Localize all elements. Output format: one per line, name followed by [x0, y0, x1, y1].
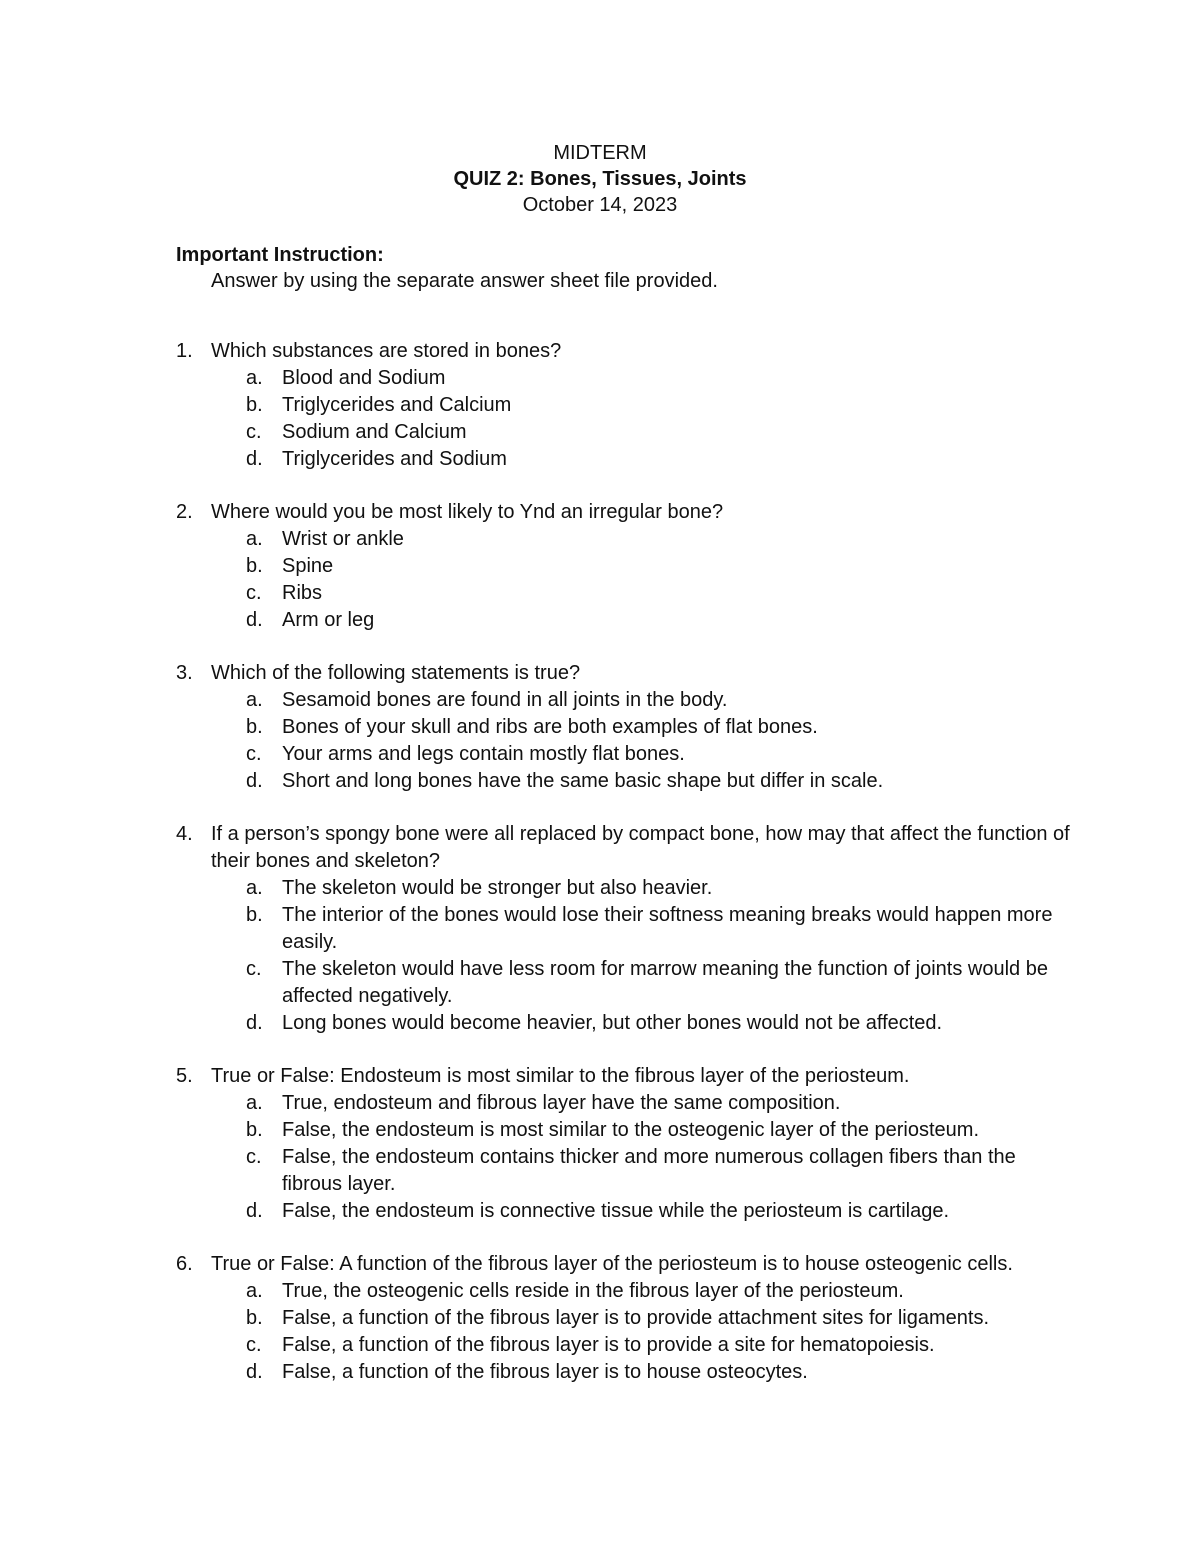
option-letter: a. [246, 689, 263, 711]
instructions-heading: Important Instruction: [176, 244, 384, 266]
question-number: 4. [176, 823, 193, 845]
question-text: If a person’s spongy bone were all replaced by compact bone, how may that affect the function of their bones and skeleton? [211, 823, 1070, 872]
option-letter: b. [246, 716, 263, 738]
option-letter: a. [246, 1092, 263, 1114]
option-letter: a. [246, 528, 263, 550]
question-row [176, 1063, 1076, 1090]
question-number: 6. [176, 1253, 193, 1275]
option-letter: c. [246, 1334, 262, 1356]
option-text: False, the endosteum contains thicker and more numerous collagen fibers than the fibrous layer. [282, 1146, 1016, 1195]
question-row [176, 821, 1076, 875]
answer-option [176, 1278, 1076, 1305]
quiz-date: October 14, 2023 [522, 194, 678, 216]
quiz-subtitle: QUIZ 2: Bones, Tissues, Joints [453, 168, 747, 190]
option-letter: c. [246, 958, 262, 980]
option-letter: c. [246, 421, 262, 443]
option-letter: c. [246, 582, 262, 604]
option-text: Sesamoid bones are found in all joints in the body. [282, 689, 728, 711]
option-text: Ribs [282, 582, 323, 604]
answer-option [176, 365, 1076, 392]
answer-option [176, 1010, 1076, 1037]
answer-option [176, 392, 1076, 419]
option-text: False, a function of the fibrous layer is to house osteocytes. [282, 1361, 808, 1383]
question-item [176, 338, 1076, 473]
question-text: True or False: Endosteum is most similar to the fibrous layer of the periosteum. [211, 1065, 910, 1087]
option-text: True, the osteogenic cells reside in the fibrous layer of the periosteum. [282, 1280, 904, 1302]
answer-option [176, 741, 1076, 768]
answer-option [176, 1144, 1076, 1198]
option-text: Triglycerides and Calcium [282, 394, 512, 416]
answer-option [176, 875, 1076, 902]
option-text: Bones of your skull and ribs are both examples of flat bones. [282, 716, 818, 738]
option-text: The interior of the bones would lose their softness meaning breaks would happen more easily. [282, 904, 1053, 953]
answer-option [176, 1359, 1076, 1386]
answer-option [176, 607, 1076, 634]
option-text: Long bones would become heavier, but other bones would not be affected. [282, 1012, 943, 1034]
option-text: The skeleton would have less room for marrow meaning the function of joints would be affected negatively. [282, 958, 1048, 1007]
option-letter: b. [246, 904, 263, 926]
question-item [176, 1251, 1076, 1386]
question-list [176, 338, 1076, 1412]
answer-option [176, 1117, 1076, 1144]
option-letter: d. [246, 609, 263, 631]
question-item [176, 660, 1076, 795]
option-letter: d. [246, 1361, 263, 1383]
option-text: True, endosteum and fibrous layer have the same composition. [282, 1092, 841, 1114]
option-text: False, a function of the fibrous layer is to provide attachment sites for ligaments. [282, 1307, 990, 1329]
answer-option [176, 1332, 1076, 1359]
question-text: Where would you be most likely to Ynd an irregular bone? [211, 501, 724, 523]
option-text: False, a function of the fibrous layer is to provide a site for hematopoiesis. [282, 1334, 935, 1356]
option-text: Spine [282, 555, 334, 577]
option-letter: b. [246, 394, 263, 416]
option-letter: b. [246, 555, 263, 577]
answer-option [176, 553, 1076, 580]
question-number: 2. [176, 501, 193, 523]
answer-option [176, 1090, 1076, 1117]
option-text: Arm or leg [282, 609, 375, 631]
question-row [176, 499, 1076, 526]
option-text: False, the endosteum is most similar to the osteogenic layer of the periosteum. [282, 1119, 980, 1141]
question-text: Which of the following statements is true? [211, 662, 581, 684]
question-number: 1. [176, 340, 193, 362]
option-letter: a. [246, 1280, 263, 1302]
question-row [176, 660, 1076, 687]
option-text: Wrist or ankle [282, 528, 404, 550]
option-text: Your arms and legs contain mostly flat bones. [282, 743, 685, 765]
answer-option [176, 526, 1076, 553]
answer-option [176, 902, 1076, 956]
answer-option [176, 714, 1076, 741]
option-letter: b. [246, 1119, 263, 1141]
option-text: Triglycerides and Sodium [282, 448, 507, 470]
answer-option [176, 446, 1076, 473]
question-text: Which substances are stored in bones? [211, 340, 562, 362]
question-item [176, 499, 1076, 634]
answer-option [176, 419, 1076, 446]
question-item [176, 1063, 1076, 1225]
option-letter: c. [246, 1146, 262, 1168]
document-header [0, 140, 1200, 218]
option-letter: b. [246, 1307, 263, 1329]
question-number: 5. [176, 1065, 193, 1087]
question-item [176, 821, 1076, 1037]
option-letter: c. [246, 743, 262, 765]
answer-option [176, 687, 1076, 714]
answer-option [176, 580, 1076, 607]
answer-option [176, 1198, 1076, 1225]
question-number: 3. [176, 662, 193, 684]
option-letter: d. [246, 1012, 263, 1034]
option-letter: a. [246, 877, 263, 899]
option-text: Short and long bones have the same basic shape but differ in scale. [282, 770, 884, 792]
option-letter: d. [246, 448, 263, 470]
option-text: Sodium and Calcium [282, 421, 467, 443]
question-text: True or False: A function of the fibrous layer of the periosteum is to house osteogenic cells. [211, 1253, 1013, 1275]
question-row [176, 1251, 1076, 1278]
instructions-text: Answer by using the separate answer sheet file provided. [211, 270, 718, 292]
question-row [176, 338, 1076, 365]
option-text: The skeleton would be stronger but also heavier. [282, 877, 713, 899]
instructions-block [176, 242, 1076, 294]
answer-option [176, 956, 1076, 1010]
option-letter: d. [246, 1200, 263, 1222]
answer-option [176, 768, 1076, 795]
option-letter: d. [246, 770, 263, 792]
answer-option [176, 1305, 1076, 1332]
option-letter: a. [246, 367, 263, 389]
option-text: Blood and Sodium [282, 367, 446, 389]
option-text: False, the endosteum is connective tissue while the periosteum is cartilage. [282, 1200, 950, 1222]
document-title: MIDTERM [553, 142, 647, 164]
